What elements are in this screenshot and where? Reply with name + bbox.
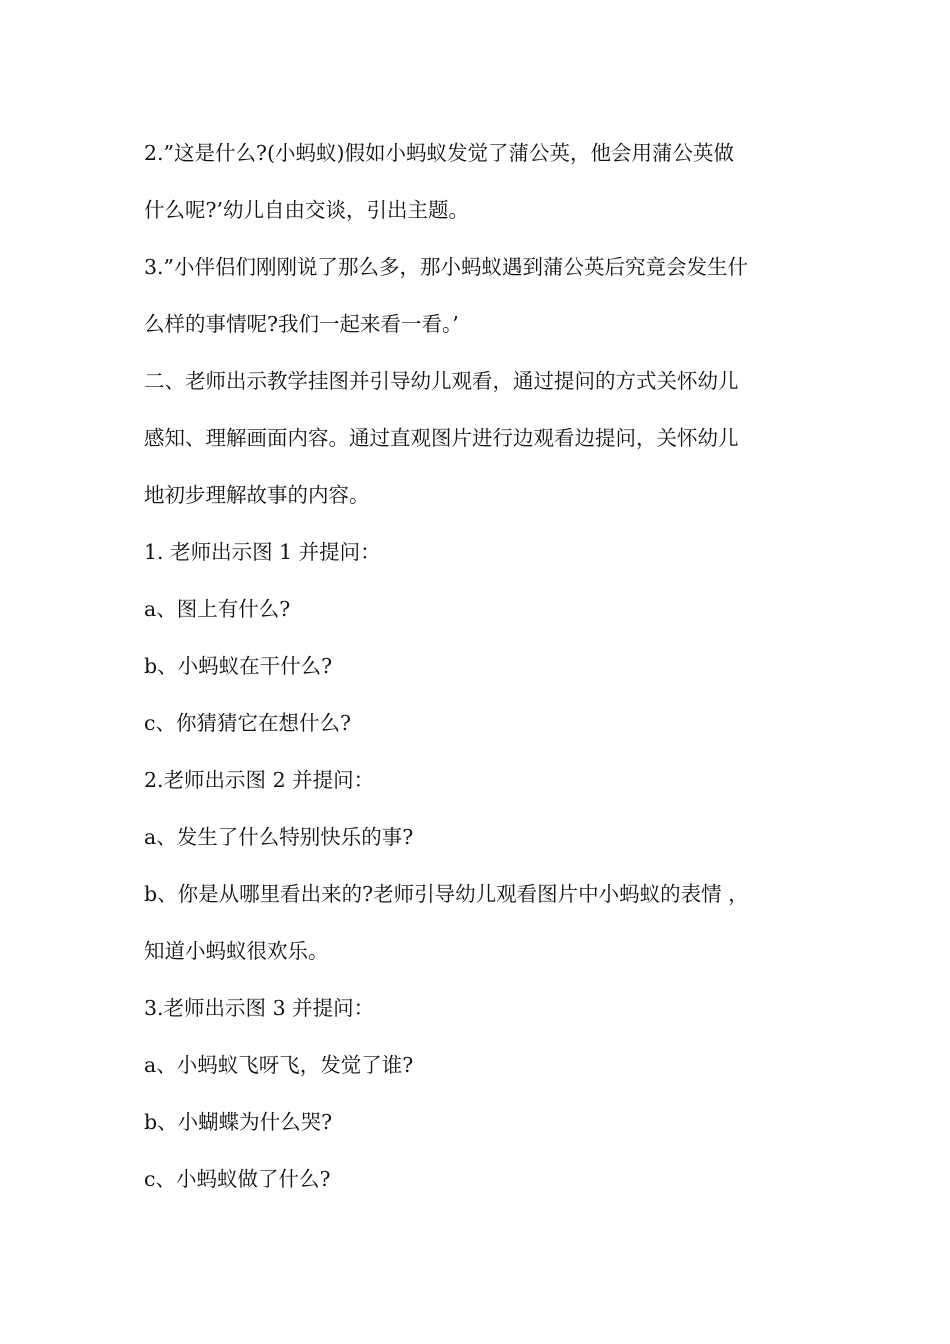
list-item: a、图上有什么?	[144, 597, 291, 621]
list-item: a、小蚂蚁飞呀飞，发觉了谁?	[144, 1053, 414, 1077]
list-heading-2: 2.老师出示图 2 并提问：	[144, 768, 375, 792]
paragraph-line-2: 什么呢?’幼儿自由交谈，引出主题。	[144, 198, 470, 222]
list-item: b、你是从哪里看出来的?老师引导幼儿观看图片中小蚂蚁的表情 ，	[144, 882, 749, 906]
list-item: c、你猜猜它在想什么?	[144, 711, 351, 735]
list-item: a、发生了什么特别快乐的事?	[144, 825, 414, 849]
list-item-continuation: 知道小蚂蚁很欢乐。	[144, 939, 329, 963]
list-item: b、小蚂蚁在干什么?	[144, 654, 333, 678]
paragraph-line-4: 么样的事情呢?我们一起来看一看。’	[144, 312, 459, 336]
paragraph-line-3: 3.”小伴侣们刚刚说了那么多，那小蚂蚁遇到蒲公英后究竟会发生什	[144, 255, 749, 279]
list-item: b、小蝴蝶为什么哭?	[144, 1110, 333, 1134]
paragraph-line-7: 地初步理解故事的内容。	[144, 483, 370, 507]
list-heading-3: 3.老师出示图 3 并提问：	[144, 996, 375, 1020]
paragraph-line-6: 感知、理解画面内容。通过直观图片进行边观看边提问，关怀幼儿	[144, 426, 739, 450]
paragraph-line-5: 二、老师出示教学挂图并引导幼儿观看，通过提问的方式关怀幼儿	[144, 369, 739, 393]
list-heading-1: 1. 老师出示图 1 并提问：	[144, 540, 381, 564]
paragraph-line-1: 2.”这是什么?(小蚂蚁)假如小蚂蚁发觉了蒲公英，他会用蒲公英做	[144, 141, 735, 165]
list-item: c、小蚂蚁做了什么?	[144, 1167, 331, 1191]
